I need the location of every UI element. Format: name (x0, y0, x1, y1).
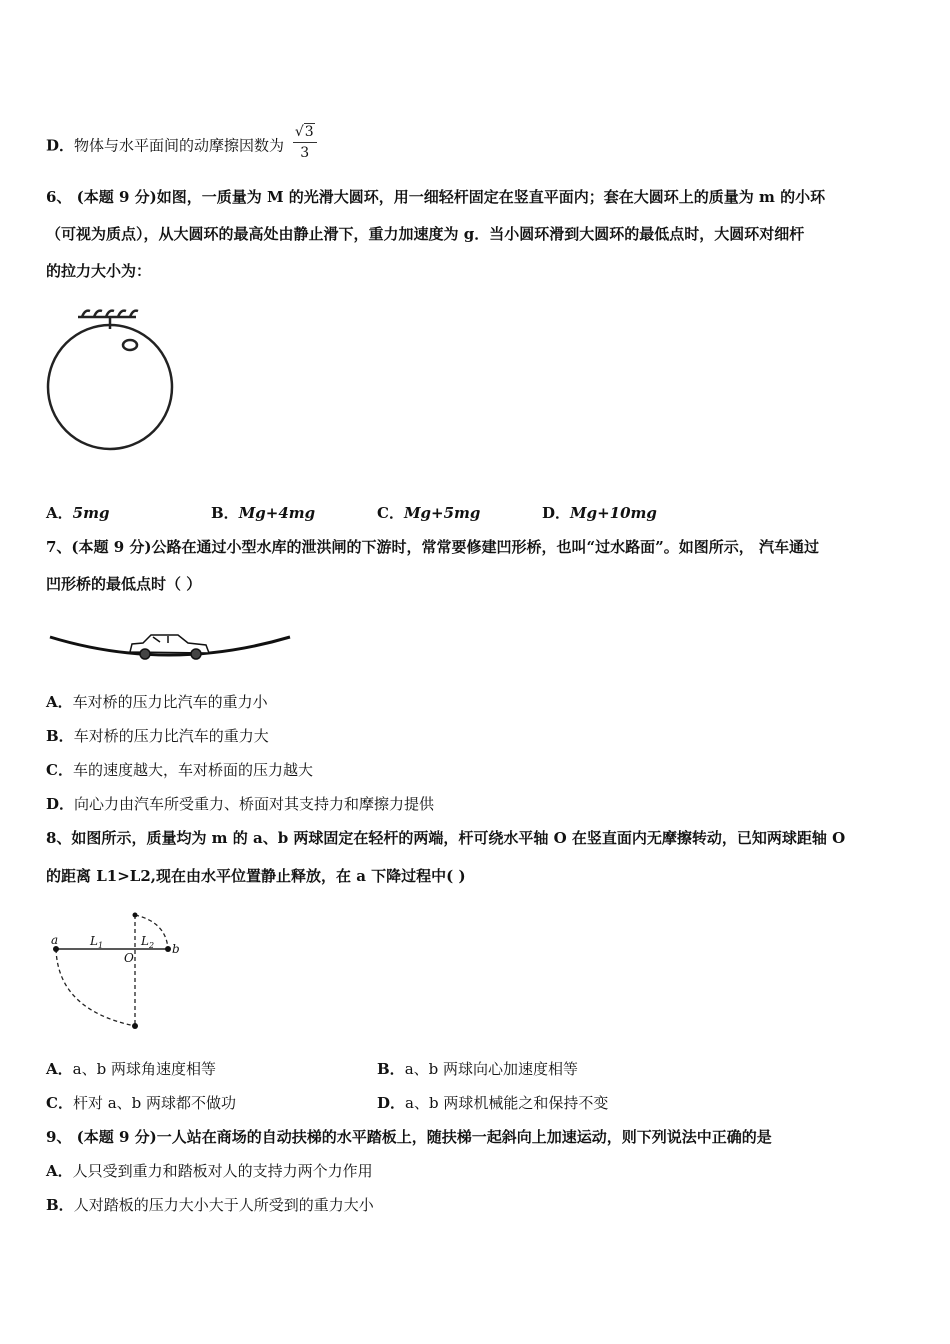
q9-text-line1: 9、 (本题 9 分)一人站在商场的自动扶梯的水平踏板上，随扶梯一起斜向上加速运动，则下列说法中正确的是 (46, 1128, 772, 1146)
q5-fraction-denominator: 3 (300, 145, 310, 161)
q8-ball-b (165, 946, 171, 952)
q7-option-b-label: B． (46, 727, 74, 745)
q9-option-b-label: B． (46, 1196, 74, 1214)
q8-option-b-text: a、b 两球向心加速度相等 (404, 1060, 579, 1078)
q7-option-b-text: 车对桥的压力比汽车的重力大 (73, 727, 269, 745)
q8-ball-b-top (133, 913, 138, 918)
q7-option-a-label: A． (46, 693, 73, 711)
q8-label-o: O (124, 951, 134, 965)
q6-option-b-text: Mg+4mg (238, 504, 316, 522)
q8-label-a: a (51, 933, 59, 947)
q7-figure-bridge (48, 625, 293, 665)
q6-text-line3: 的拉力大小为： (46, 262, 152, 280)
q7-option-c (46, 760, 313, 780)
q6-option-a (46, 503, 109, 523)
q9-option-b-text: 人对踏板的压力大小大于人所受到的重力大小 (73, 1196, 374, 1214)
q9-option-b (46, 1195, 374, 1215)
q5-fraction-numerator: √3 (293, 122, 317, 143)
q5-sqrt-radicand: 3 (304, 124, 314, 140)
q6-option-b (211, 503, 315, 523)
q5-option-d-text: 物体与水平面间的动摩擦因数为 (74, 136, 285, 155)
q6-option-c (377, 503, 480, 523)
q8-label-l2-main: L (141, 934, 149, 948)
q8-label-l1-main: L (90, 934, 98, 948)
q5-fraction (293, 122, 317, 163)
q8-ball-a-bottom (132, 1023, 138, 1029)
q8-option-c-text: 杆对 a、b 两球都不做功 (72, 1094, 237, 1112)
q8-label-l2-sub: 2 (148, 941, 155, 950)
q6-text-line2: （可视为质点），从大圆环的最高处由静止滑下，重力加速度为 g．当小圆环滑到大圆环的最低点时，大圆环对细杆 (46, 225, 805, 243)
q9-option-a-text: 人只受到重力和踏板对人的支持力两个力作用 (72, 1162, 373, 1180)
q8-option-d-text: a、b 两球机械能之和保持不变 (405, 1094, 609, 1112)
q6-option-c-label: C． (377, 504, 404, 522)
q8-option-b-label: B． (377, 1060, 405, 1078)
q7-option-d (46, 794, 434, 814)
q8-option-d-label: D． (377, 1094, 406, 1112)
q8-figure-rod (48, 910, 193, 1035)
q6-figure-ring (40, 305, 190, 455)
q5-option-d (46, 126, 317, 167)
q8-option-a (46, 1059, 216, 1079)
q6-option-d-text: Mg+10mg (570, 504, 657, 522)
q8-option-d (377, 1093, 608, 1113)
q8-text-line1: 8、如图所示，质量均为 m 的 a、b 两球固定在轻杆的两端，杆可绕水平轴 O 在竖直面内无摩擦转动，已知两球距轴 O (46, 829, 846, 847)
q6-big-ring (48, 325, 172, 449)
q8-label-b: b (172, 942, 180, 956)
q7-option-d-label: D． (46, 795, 75, 813)
q7-option-b (46, 726, 269, 746)
q8-option-a-label: A． (46, 1060, 73, 1078)
q6-option-d (542, 503, 657, 523)
q8-option-c (46, 1093, 236, 1113)
q6-option-a-label: A． (46, 504, 73, 522)
q6-option-d-label: D． (542, 504, 571, 522)
q7-option-d-text: 向心力由汽车所受重力、桥面对其支持力和摩擦力提供 (74, 795, 435, 813)
q7-text-line2: 凹形桥的最低点时（ ） (46, 575, 202, 593)
q8-text-line2: 的距离 L1>L2,现在由水平位置静止释放，在 a 下降过程中( ) (46, 867, 466, 885)
q8-option-a-text: a、b 两球角速度相等 (72, 1060, 216, 1078)
q8-option-c-label: C． (46, 1094, 73, 1112)
q6-option-c-text: Mg+5mg (403, 504, 481, 522)
q6-option-a-text: 5mg (72, 504, 110, 522)
q7-option-c-label: C． (46, 761, 73, 779)
q8-label-l1-sub: 1 (97, 941, 104, 950)
q9-option-a (46, 1161, 373, 1181)
q8-label-l1 (89, 934, 103, 950)
q5-option-d-label: D． (46, 136, 75, 155)
q8-label-l2 (140, 934, 154, 950)
q6-small-ring (123, 340, 137, 350)
q6-text-line1: 6、 (本题 9 分)如图，一质量为 M 的光滑大圆环，用一细轻杆固定在竖直平面内；套在大圆环上的质量为 m 的小环 (46, 188, 826, 206)
q7-option-a-text: 车对桥的压力比汽车的重力小 (72, 693, 268, 711)
q9-option-a-label: A． (46, 1162, 73, 1180)
q6-option-b-label: B． (211, 504, 239, 522)
q7-option-c-text: 车的速度越大，车对桥面的压力越大 (72, 761, 313, 779)
q8-option-b (377, 1059, 578, 1079)
q7-option-a (46, 692, 268, 712)
q7-text-line1: 7、(本题 9 分)公路在通过小型水库的泄洪闸的下游时，常常要修建凹形桥，也叫“过水路面”。如图所示， 汽车通过 (46, 538, 819, 556)
